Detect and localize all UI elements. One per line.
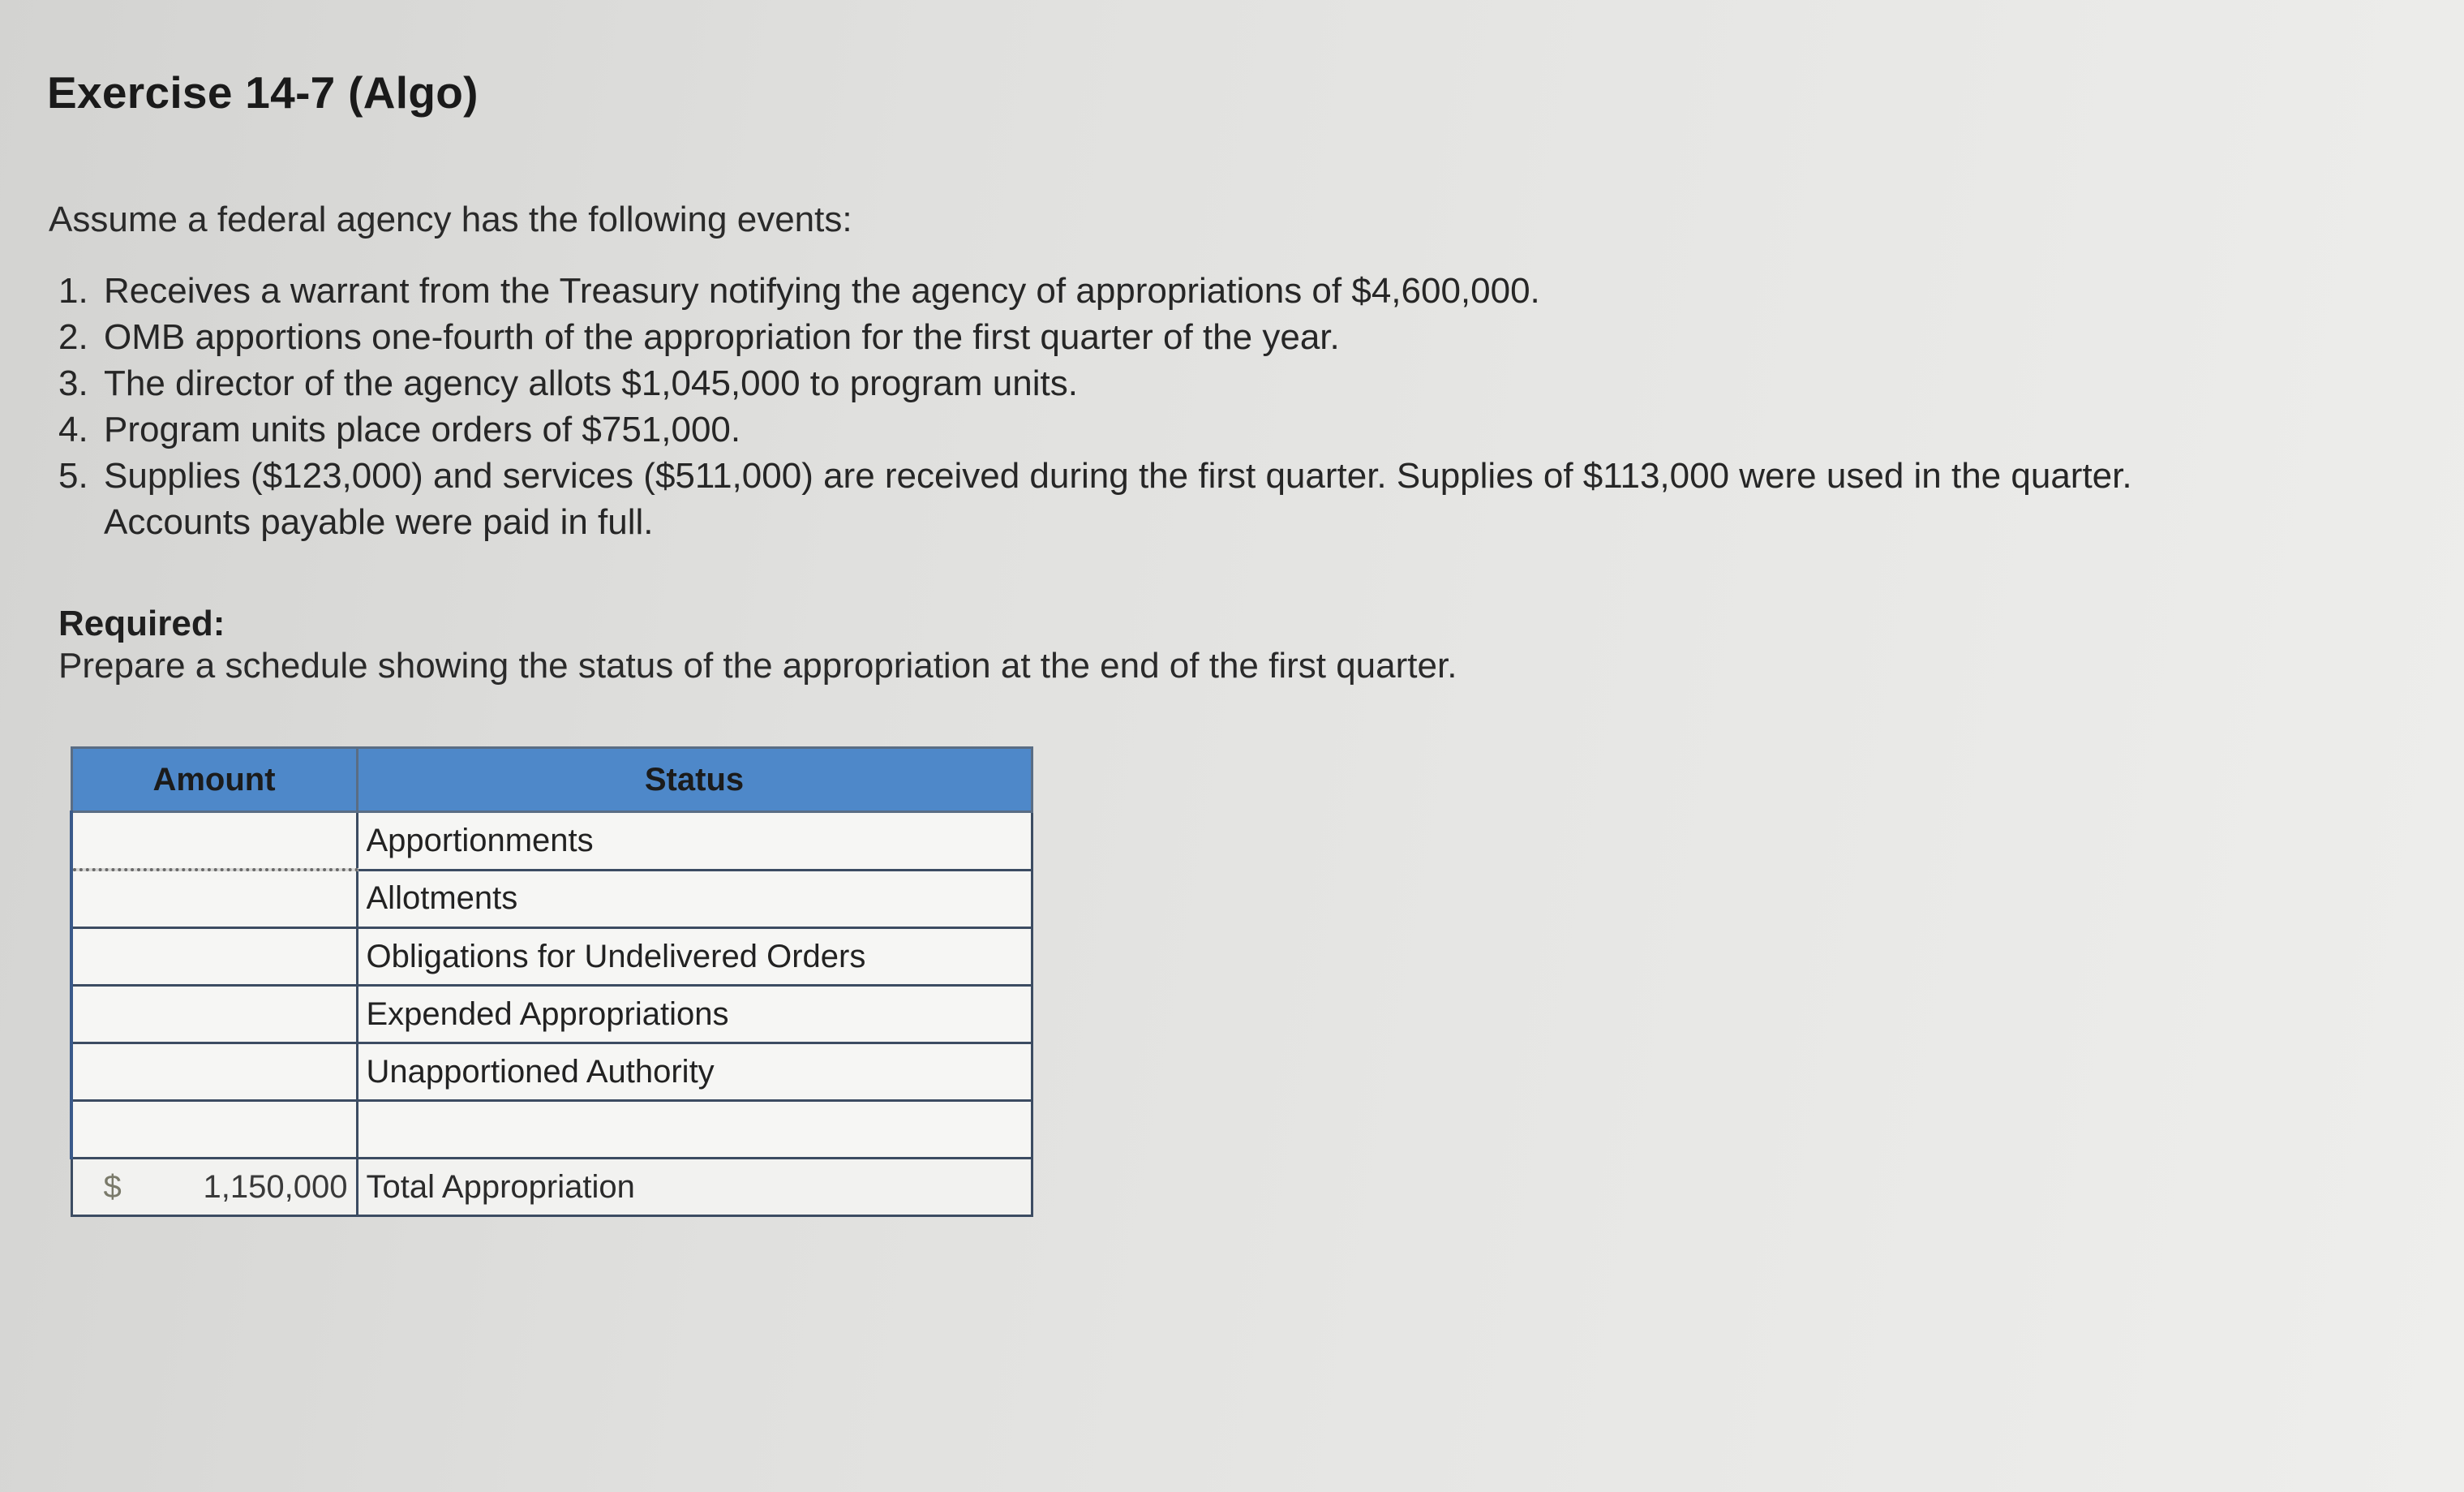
total-row — [71, 1159, 1032, 1216]
amount-cell[interactable] — [71, 870, 357, 928]
intro-text: Assume a federal agency has the following events: — [49, 200, 852, 239]
event-text: Receives a warrant from the Treasury notifying the agency of appropriations of $4,600,000. — [104, 271, 1540, 311]
events-list — [58, 268, 2410, 545]
amount-input[interactable] — [81, 878, 348, 920]
amount-input[interactable] — [81, 1108, 348, 1150]
amount-cell[interactable] — [71, 1043, 357, 1101]
event-item — [58, 360, 2410, 406]
amount-cell[interactable] — [71, 928, 357, 986]
event-number: 5. — [58, 456, 88, 496]
status-label-input[interactable] — [367, 819, 1023, 862]
schedule-row — [71, 1043, 1032, 1101]
total-label-cell: Total Appropriation — [357, 1159, 1032, 1216]
schedule-header-row — [71, 748, 1032, 812]
status-cell[interactable] — [357, 928, 1032, 986]
amount-input[interactable] — [81, 1051, 348, 1093]
event-number: 2. — [58, 317, 88, 357]
amount-input[interactable] — [81, 819, 348, 862]
amount-input[interactable] — [81, 935, 348, 978]
event-text-continuation: Accounts payable were paid in full. — [104, 502, 654, 542]
exercise-title: Exercise 14-7 (Algo) — [47, 67, 479, 118]
event-text: Program units place orders of $751,000. — [104, 410, 741, 449]
event-number: 1. — [58, 271, 88, 311]
event-number: 3. — [58, 363, 88, 403]
event-text: Supplies ($123,000) and services ($511,000) are received during the first quarter. Supplies of $113,000 were used in the quarter. — [104, 456, 2132, 496]
status-cell[interactable] — [357, 1043, 1032, 1101]
event-item — [58, 314, 2410, 360]
event-number: 4. — [58, 410, 88, 449]
schedule-row — [71, 812, 1032, 871]
required-text: Prepare a schedule showing the status of the appropriation at the end of the first quarter. — [58, 646, 1457, 686]
total-amount-value: 1,150,000 — [203, 1168, 348, 1205]
event-text: The director of the agency allots $1,045,000 to program units. — [104, 363, 1078, 403]
appropriation-status-schedule — [70, 746, 1033, 1217]
status-cell[interactable] — [357, 1101, 1032, 1159]
status-label-input[interactable] — [367, 1108, 1023, 1150]
amount-cell[interactable] — [71, 812, 357, 871]
status-cell[interactable] — [357, 812, 1032, 871]
amount-cell[interactable] — [71, 986, 357, 1043]
status-header: Status — [357, 748, 1032, 812]
schedule-row — [71, 870, 1032, 928]
status-label-input[interactable] — [367, 1051, 1023, 1093]
event-text: OMB apportions one-fourth of the appropriation for the first quarter of the year. — [104, 317, 1340, 357]
amount-header: Amount — [71, 748, 357, 812]
event-item — [58, 453, 2410, 545]
required-label: Required: — [58, 604, 225, 643]
schedule-row — [71, 928, 1032, 986]
schedule-row — [71, 986, 1032, 1043]
currency-symbol: $ — [103, 1168, 122, 1205]
status-label-input[interactable] — [367, 878, 1023, 920]
event-item — [58, 406, 2410, 453]
amount-input[interactable] — [81, 993, 348, 1035]
status-cell[interactable] — [357, 870, 1032, 928]
amount-cell[interactable] — [71, 1101, 357, 1159]
status-label-input[interactable] — [367, 935, 1023, 978]
schedule-row — [71, 1101, 1032, 1159]
total-amount-cell — [71, 1159, 357, 1216]
status-cell[interactable] — [357, 986, 1032, 1043]
status-label-input[interactable] — [367, 993, 1023, 1035]
event-item — [58, 268, 2410, 314]
